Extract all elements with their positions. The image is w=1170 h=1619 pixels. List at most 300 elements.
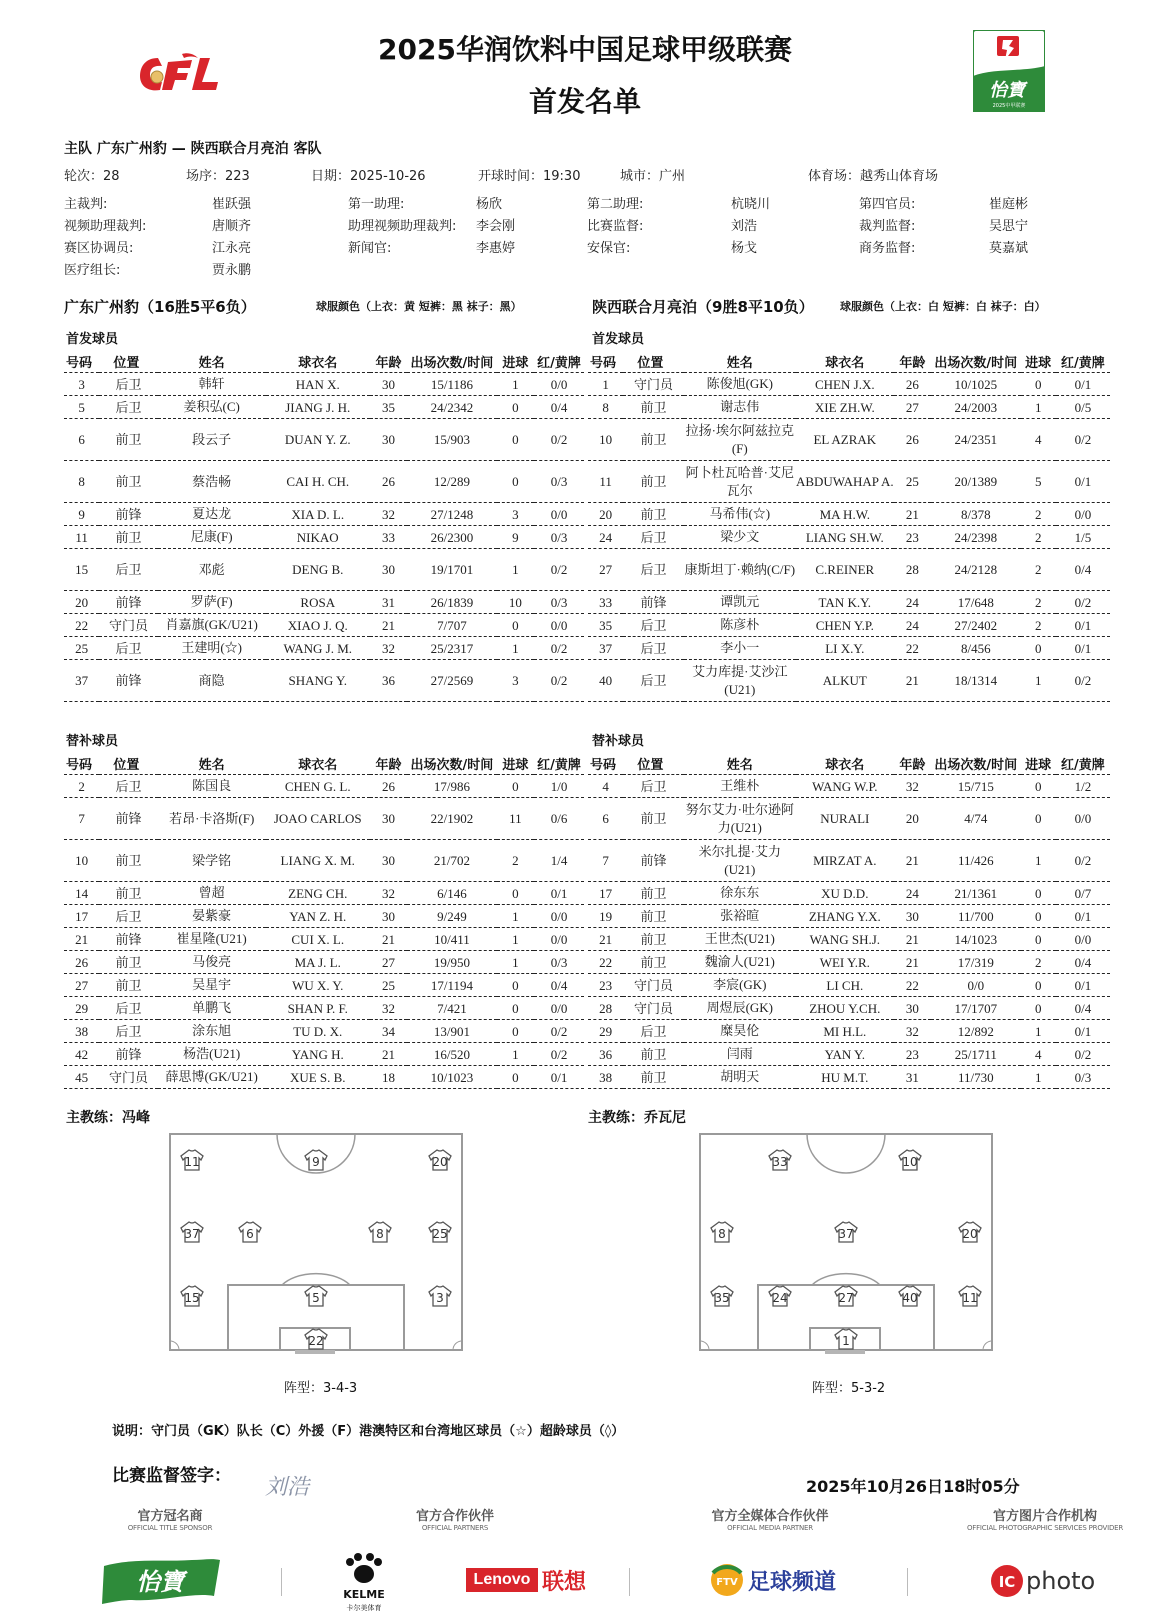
table-row: [64, 905, 584, 928]
match-date: 日期：2025-10-26: [311, 169, 426, 184]
shirt-name: WANG J. M.: [266, 637, 370, 660]
cards: 0/4: [534, 396, 584, 419]
cards: 0/3: [534, 461, 584, 503]
table-header-row: [64, 752, 584, 775]
shirt-name: JOAO CARLOS: [266, 798, 370, 840]
shirt-name: WEI Y.R.: [796, 951, 894, 974]
official-role: 新闻官:: [348, 241, 392, 256]
player-name: 杨浩(U21): [158, 1043, 266, 1066]
shirt-name: JIANG J. H.: [266, 396, 370, 419]
shirt-name: ZHANG Y.X.: [796, 905, 894, 928]
player-name: 韩轩: [158, 373, 266, 396]
away-coach-name: 乔瓦尼: [644, 1110, 686, 1126]
column-header: 年龄: [894, 350, 931, 373]
official-name: 江永亮: [212, 241, 252, 256]
shirt-name: YANG H.: [266, 1043, 370, 1066]
appearances-minutes: 9/249: [407, 905, 496, 928]
cards: 0/2: [534, 637, 584, 660]
jersey-number: 9: [312, 1155, 320, 1169]
jersey-number: 11: [184, 1155, 200, 1169]
home-formation: 阵型：3-4-3: [284, 1381, 358, 1396]
table-row: [64, 591, 584, 614]
away-starters-table: [588, 350, 1110, 702]
goals: 0: [1021, 373, 1056, 396]
player-position: 后卫: [623, 614, 683, 637]
player-name: 徐东东: [684, 882, 796, 905]
official-role: 第一助理:: [348, 197, 405, 212]
appearances-minutes: 11/730: [931, 1066, 1020, 1089]
away-subs-table: [588, 752, 1110, 1089]
player-number: 33: [588, 591, 623, 614]
appearances-minutes: 21/1361: [931, 882, 1020, 905]
goals: 0: [1021, 882, 1056, 905]
player-position: 后卫: [99, 549, 157, 591]
player-position: 后卫: [623, 775, 683, 798]
jersey-number: 37: [184, 1227, 200, 1241]
official-role: 医疗组长:: [64, 263, 121, 278]
appearances-minutes: 11/700: [931, 905, 1020, 928]
cards: 0/2: [534, 1043, 584, 1066]
official-role: 赛区协调员:: [64, 241, 134, 256]
goals: 2: [1021, 526, 1056, 549]
player-age: 31: [894, 1066, 931, 1089]
appearances-minutes: 27/1248: [407, 503, 496, 526]
player-position: 前卫: [99, 951, 157, 974]
official-name: 杭晓川: [731, 197, 771, 212]
sponsor-title: 官方合作伙伴: [415, 1509, 494, 1524]
home-starters-label: 首发球员: [66, 332, 119, 347]
player-name: 王建明(☆): [158, 637, 266, 660]
cards: 0/5: [1056, 396, 1110, 419]
lenovo-logo-cn: 联想: [542, 1570, 587, 1595]
shirt-name: ABDUWAHAP A.: [796, 461, 894, 503]
table-row: [588, 840, 1110, 882]
player-number: 20: [64, 591, 99, 614]
goals: 0: [1021, 997, 1056, 1020]
player-number: 38: [588, 1066, 623, 1089]
cards: 0/1: [1056, 461, 1110, 503]
official-name: 李惠婷: [476, 241, 516, 256]
player-position: 前卫: [623, 882, 683, 905]
official-name: 杨欣: [476, 197, 503, 212]
page-subtitle: 首发名单: [528, 85, 641, 118]
player-name: 蔡浩畅: [158, 461, 266, 503]
player-number: 27: [64, 974, 99, 997]
player-position: 守门员: [99, 614, 157, 637]
player-age: 34: [370, 1020, 407, 1043]
table-row: [588, 1066, 1110, 1089]
away-formation: 阵型：5-3-2: [812, 1381, 886, 1396]
player-number: 19: [588, 905, 623, 928]
away-team-name: 陕西联合月亮泊（9胜8平10负）: [592, 298, 814, 316]
player-number: 11: [588, 461, 623, 503]
match-teams-line: 主队 广东广州豹 — 陕西联合月亮泊 客队: [64, 141, 322, 157]
column-header: 进球: [497, 752, 534, 775]
player-position: 前锋: [99, 928, 157, 951]
player-number: 10: [64, 840, 99, 882]
column-header: 进球: [1021, 350, 1056, 373]
away-subs-label: 替补球员: [592, 734, 645, 749]
player-name: 姜积弘(C): [158, 396, 266, 419]
appearances-minutes: 19/950: [407, 951, 496, 974]
column-header: 红/黄牌: [534, 752, 584, 775]
player-position: 后卫: [99, 997, 157, 1020]
column-header: 出场次数/时间: [407, 350, 496, 373]
appearances-minutes: 15/903: [407, 419, 496, 461]
cards: 0/2: [1056, 419, 1110, 461]
table-row: [64, 373, 584, 396]
goals: 0: [497, 419, 534, 461]
player-name: 康斯坦丁·赖纳(C/F): [684, 549, 796, 591]
column-header: 姓名: [684, 350, 796, 373]
shirt-name: ZHOU Y.CH.: [796, 997, 894, 1020]
column-header: 位置: [99, 752, 157, 775]
cards: 0/0: [534, 905, 584, 928]
cards: 0/0: [534, 997, 584, 1020]
table-row: [588, 549, 1110, 591]
official-name: 李会刚: [476, 219, 516, 234]
home-starters-table: [64, 350, 584, 702]
sponsor-category-media: [690, 1505, 850, 1532]
player-position: 后卫: [623, 549, 683, 591]
player-name: 吴星宇: [158, 974, 266, 997]
center-circle-arc: [807, 1134, 885, 1173]
shirt-name: XIA D. L.: [266, 503, 370, 526]
official-role: 第二助理:: [587, 197, 644, 212]
sponsor-category-partners: [380, 1505, 530, 1532]
player-name: 崔星隆(U21): [158, 928, 266, 951]
table-row: [588, 503, 1110, 526]
goals: 1: [497, 1043, 534, 1066]
cards: 0/3: [534, 591, 584, 614]
goals: 1: [497, 637, 534, 660]
cards: 0/0: [1056, 928, 1110, 951]
official-role: 第四官员:: [859, 197, 916, 212]
shirt-name: SHANG Y.: [266, 660, 370, 702]
player-age: 21: [894, 840, 931, 882]
lenovo-logo: Lenovo: [466, 1568, 538, 1592]
player-age: 33: [370, 526, 407, 549]
player-position: 前卫: [623, 905, 683, 928]
cards: 1/0: [534, 775, 584, 798]
cards: 0/2: [534, 549, 584, 591]
player-age: 27: [370, 951, 407, 974]
shirt-name: LI X.Y.: [796, 637, 894, 660]
yibao-sponsor-logo: [973, 30, 1045, 112]
table-row: [64, 396, 584, 419]
sponsor-title: 官方全媒体合作伙伴: [711, 1509, 829, 1524]
column-header: 号码: [588, 752, 623, 775]
player-position: 守门员: [623, 974, 683, 997]
goals: 1: [497, 951, 534, 974]
jersey-number: 40: [902, 1291, 918, 1305]
player-age: 30: [370, 373, 407, 396]
table-row: [64, 1043, 584, 1066]
player-number: 21: [588, 928, 623, 951]
player-age: 32: [370, 882, 407, 905]
player-position: 前卫: [99, 526, 157, 549]
shirt-name: WANG W.P.: [796, 775, 894, 798]
player-number: 36: [588, 1043, 623, 1066]
shirt-name: WANG SH.J.: [796, 928, 894, 951]
table-row: [588, 775, 1110, 798]
player-number: 7: [64, 798, 99, 840]
table-row: [588, 974, 1110, 997]
game-number: 场序：223: [186, 169, 250, 184]
player-number: 24: [588, 526, 623, 549]
jersey-number: 5: [312, 1291, 320, 1305]
player-number: 10: [588, 419, 623, 461]
appearances-minutes: 26/1839: [407, 591, 496, 614]
cards: 0/2: [1056, 660, 1110, 702]
player-number: 37: [588, 637, 623, 660]
cards: 0/2: [534, 1020, 584, 1043]
player-age: 23: [894, 1043, 931, 1066]
table-row: [64, 951, 584, 974]
player-name: 陈国良: [158, 775, 266, 798]
player-name: 单鹏飞: [158, 997, 266, 1020]
away-coach: [588, 1107, 686, 1127]
player-name: 梁少文: [684, 526, 796, 549]
cards: 0/0: [534, 928, 584, 951]
player-name: 薛思博(GK/U21): [158, 1066, 266, 1089]
column-header: 球衣名: [796, 350, 894, 373]
player-name: 谭凯元: [684, 591, 796, 614]
shirt-name: ZENG CH.: [266, 882, 370, 905]
goals: 0: [497, 1020, 534, 1043]
cards: 0/0: [1056, 503, 1110, 526]
player-age: 21: [894, 660, 931, 702]
shirt-name: MA H.W.: [796, 503, 894, 526]
home-coach-label: 主教练：: [66, 1110, 122, 1126]
divider: [629, 1568, 630, 1596]
player-position: 前卫: [623, 798, 683, 840]
appearances-minutes: 15/715: [931, 775, 1020, 798]
table-row: [588, 660, 1110, 702]
cards: 0/4: [1056, 549, 1110, 591]
cards: 0/0: [534, 614, 584, 637]
player-age: 28: [894, 549, 931, 591]
divider: [907, 1568, 908, 1596]
ic-photo-logo: [990, 1563, 1102, 1599]
goals: 0: [497, 1066, 534, 1089]
player-name: 段云子: [158, 419, 266, 461]
player-age: 25: [370, 974, 407, 997]
player-number: 23: [588, 974, 623, 997]
cards: 0/1: [1056, 373, 1110, 396]
table-row: [64, 419, 584, 461]
shirt-name: ROSA: [266, 591, 370, 614]
goals: 2: [1021, 591, 1056, 614]
table-row: [588, 614, 1110, 637]
appearances-minutes: 17/319: [931, 951, 1020, 974]
player-number: 25: [64, 637, 99, 660]
signature-timestamp: 2025年10月26日18时05分: [806, 1477, 1020, 1496]
player-position: 前卫: [623, 396, 683, 419]
table-row: [588, 997, 1110, 1020]
penalty-arc: [812, 1274, 880, 1285]
player-age: 24: [894, 591, 931, 614]
appearances-minutes: 17/986: [407, 775, 496, 798]
column-header: 姓名: [158, 752, 266, 775]
cards: 0/1: [1056, 905, 1110, 928]
column-header: 号码: [64, 350, 99, 373]
goals: 0: [497, 775, 534, 798]
player-position: 前卫: [99, 882, 157, 905]
player-age: 31: [370, 591, 407, 614]
appearances-minutes: 15/1186: [407, 373, 496, 396]
player-position: 前锋: [623, 840, 683, 882]
jersey-number: 35: [714, 1291, 730, 1305]
goals: 1: [1021, 840, 1056, 882]
player-position: 后卫: [623, 660, 683, 702]
kickoff-time: 开球时间：19:30: [478, 169, 581, 184]
jersey-number: 1: [842, 1334, 850, 1348]
ftv-logo-cn: 足球频道: [748, 1570, 837, 1595]
jersey-number: 11: [962, 1291, 978, 1305]
column-header: 出场次数/时间: [931, 350, 1020, 373]
goals: 0: [497, 461, 534, 503]
player-name: 谢志伟: [684, 396, 796, 419]
column-header: 出场次数/时间: [407, 752, 496, 775]
cards: 0/1: [534, 882, 584, 905]
goals: 1: [1021, 1066, 1056, 1089]
player-age: 25: [894, 461, 931, 503]
shirt-name: NURALI: [796, 798, 894, 840]
yibao-logo: [102, 1558, 226, 1604]
column-header: 进球: [497, 350, 534, 373]
column-header: 进球: [1021, 752, 1056, 775]
player-number: 45: [64, 1066, 99, 1089]
column-header: 号码: [64, 752, 99, 775]
official-name: 崔庭彬: [989, 197, 1029, 212]
away-kit-colors: 球服颜色（上衣：白 短裤：白 袜子：白）: [840, 300, 1046, 313]
shirt-name: MI H.L.: [796, 1020, 894, 1043]
player-age: 30: [370, 549, 407, 591]
table-row: [64, 997, 584, 1020]
table-row: [588, 928, 1110, 951]
goals: 0: [1021, 905, 1056, 928]
player-position: 后卫: [99, 396, 157, 419]
player-age: 20: [894, 798, 931, 840]
player-name: 商隐: [158, 660, 266, 702]
player-name: 肖嘉旗(GK/U21): [158, 614, 266, 637]
shirt-name: SHAN P. F.: [266, 997, 370, 1020]
shirt-name: XU D.D.: [796, 882, 894, 905]
player-position: 前锋: [99, 1043, 157, 1066]
player-age: 32: [894, 1020, 931, 1043]
jersey-number: 33: [772, 1155, 788, 1169]
goals: 1: [497, 928, 534, 951]
player-name: 马希伟(☆): [684, 503, 796, 526]
column-header: 红/黄牌: [534, 350, 584, 373]
signature-label: 比赛监督签字：: [112, 1466, 231, 1486]
home-formation-pitch: [168, 1132, 464, 1354]
player-age: 24: [894, 882, 931, 905]
player-age: 27: [894, 396, 931, 419]
column-header: 球衣名: [266, 752, 370, 775]
player-age: 21: [894, 928, 931, 951]
table-row: [588, 1020, 1110, 1043]
official-role: 裁判监督:: [859, 219, 916, 234]
table-row: [588, 526, 1110, 549]
player-name: 夏达龙: [158, 503, 266, 526]
shirt-name: ALKUT: [796, 660, 894, 702]
player-position: 前锋: [99, 591, 157, 614]
player-number: 29: [588, 1020, 623, 1043]
cards: 0/2: [1056, 1043, 1110, 1066]
goals: 2: [1021, 614, 1056, 637]
shirt-name: C.REINER: [796, 549, 894, 591]
appearances-minutes: 16/520: [407, 1043, 496, 1066]
appearances-minutes: 11/426: [931, 840, 1020, 882]
player-age: 21: [894, 503, 931, 526]
away-formation-pitch: [698, 1132, 994, 1354]
divider: [281, 1568, 282, 1596]
goals: 2: [1021, 503, 1056, 526]
appearances-minutes: 25/1711: [931, 1043, 1020, 1066]
jersey-number: 15: [184, 1291, 200, 1305]
official-name: 莫嘉斌: [989, 241, 1029, 256]
sponsor-category-photo: [950, 1505, 1140, 1532]
legend-note: 说明：守门员（GK）队长（C）外援（F）港澳特区和台湾地区球员（☆）超龄球员（◊）: [112, 1424, 625, 1439]
jersey-number: 20: [962, 1227, 978, 1241]
player-position: 前卫: [623, 461, 683, 503]
appearances-minutes: 20/1389: [931, 461, 1020, 503]
column-header: 位置: [99, 350, 157, 373]
player-name: 糜昊伦: [684, 1020, 796, 1043]
player-number: 21: [64, 928, 99, 951]
goals: 0: [1021, 637, 1056, 660]
player-position: 前卫: [623, 503, 683, 526]
player-name: 若昂·卡洛斯(F): [158, 798, 266, 840]
home-team-name: 广东广州豹（16胜5平6负）: [64, 298, 256, 316]
table-header-row: [64, 350, 584, 373]
penalty-arc: [282, 1274, 350, 1285]
player-name: 陈俊旭(GK): [684, 373, 796, 396]
player-age: 26: [894, 419, 931, 461]
appearances-minutes: 19/1701: [407, 549, 496, 591]
player-name: 王维朴: [684, 775, 796, 798]
appearances-minutes: 8/456: [931, 637, 1020, 660]
player-number: 4: [588, 775, 623, 798]
player-age: 30: [370, 905, 407, 928]
player-name: 晏紫豪: [158, 905, 266, 928]
cards: 1/5: [1056, 526, 1110, 549]
official-role: 安保官:: [587, 241, 631, 256]
cards: 0/4: [1056, 951, 1110, 974]
goals: 0: [1021, 974, 1056, 997]
player-age: 32: [894, 775, 931, 798]
player-name: 梁学铭: [158, 840, 266, 882]
shirt-name: LIANG X. M.: [266, 840, 370, 882]
goals: 1: [1021, 660, 1056, 702]
corner-arc: [170, 1341, 179, 1350]
appearances-minutes: 10/411: [407, 928, 496, 951]
shirt-name: MA J. L.: [266, 951, 370, 974]
player-name: 王世杰(U21): [684, 928, 796, 951]
city: 城市：广州: [620, 169, 686, 184]
table-row: [588, 461, 1110, 503]
appearances-minutes: 24/2351: [931, 419, 1020, 461]
corner-arc: [700, 1341, 709, 1350]
cards: 0/0: [1056, 798, 1110, 840]
table-row: [64, 526, 584, 549]
jersey-number: 8: [376, 1227, 384, 1241]
table-row: [64, 928, 584, 951]
player-position: 后卫: [623, 637, 683, 660]
table-row: [64, 614, 584, 637]
